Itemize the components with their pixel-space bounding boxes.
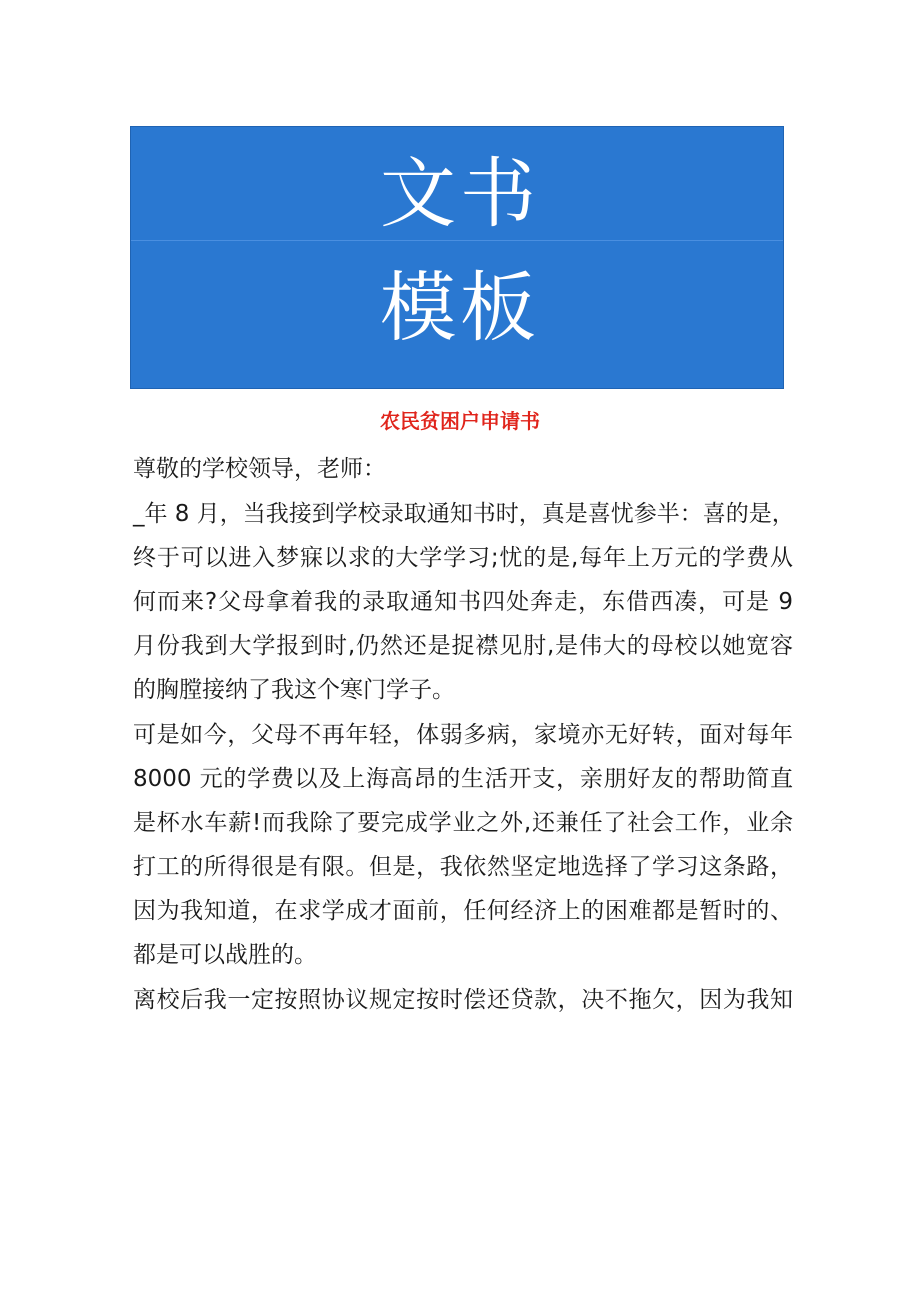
- paragraph-line: 离校后我一定按照协议规定按时偿还贷款，决不拖欠，因为我知: [133, 987, 793, 1013]
- paragraph-line: 打工的所得很是有限。但是，我依然坚定地选择了学习这条路，: [133, 854, 793, 880]
- paragraph-line: 可是如今，父母不再年轻，体弱多病，家境亦无好转，面对每年: [133, 722, 793, 748]
- banner-title-line2: 模板: [380, 263, 540, 352]
- paragraph-line: 终于可以进入梦寐以求的大学学习;忧的是,每年上万元的学费从: [133, 545, 793, 571]
- paragraph-3: [133, 978, 793, 1022]
- paragraph-line: 月份我到大学报到时,仍然还是捉襟见肘,是伟大的母校以她宽容: [133, 633, 793, 659]
- paragraph-line: 因为我知道，在求学成才面前，任何经济上的困难都是暂时的、: [133, 898, 793, 924]
- banner-divider: [131, 240, 783, 241]
- document-body: [133, 447, 793, 1022]
- banner-title-line1: 文书: [380, 149, 540, 238]
- paragraph-2: [133, 713, 793, 977]
- paragraph-line: _年 8 月，当我接到学校录取通知书时，真是喜忧参半：喜的是，: [133, 501, 795, 527]
- paragraph-line: 的胸膛接纳了我这个寒门学子。: [133, 677, 455, 703]
- document-title: 农民贫困户申请书: [380, 409, 540, 433]
- greeting: [133, 447, 793, 491]
- paragraph-line: 都是可以战胜的。: [133, 942, 317, 968]
- paragraph-line: 何而来?父母拿着我的录取通知书四处奔走，东借西凑，可是 9: [133, 589, 793, 615]
- paragraph-line: 是杯水车薪!而我除了要完成学业之外,还兼任了社会工作，业余: [133, 810, 793, 836]
- paragraph-1: [133, 492, 793, 712]
- greeting-line: 尊敬的学校领导，老师：: [133, 456, 386, 482]
- paragraph-line: 8000 元的学费以及上海高昂的生活开支，亲朋好友的帮助简直: [133, 766, 793, 792]
